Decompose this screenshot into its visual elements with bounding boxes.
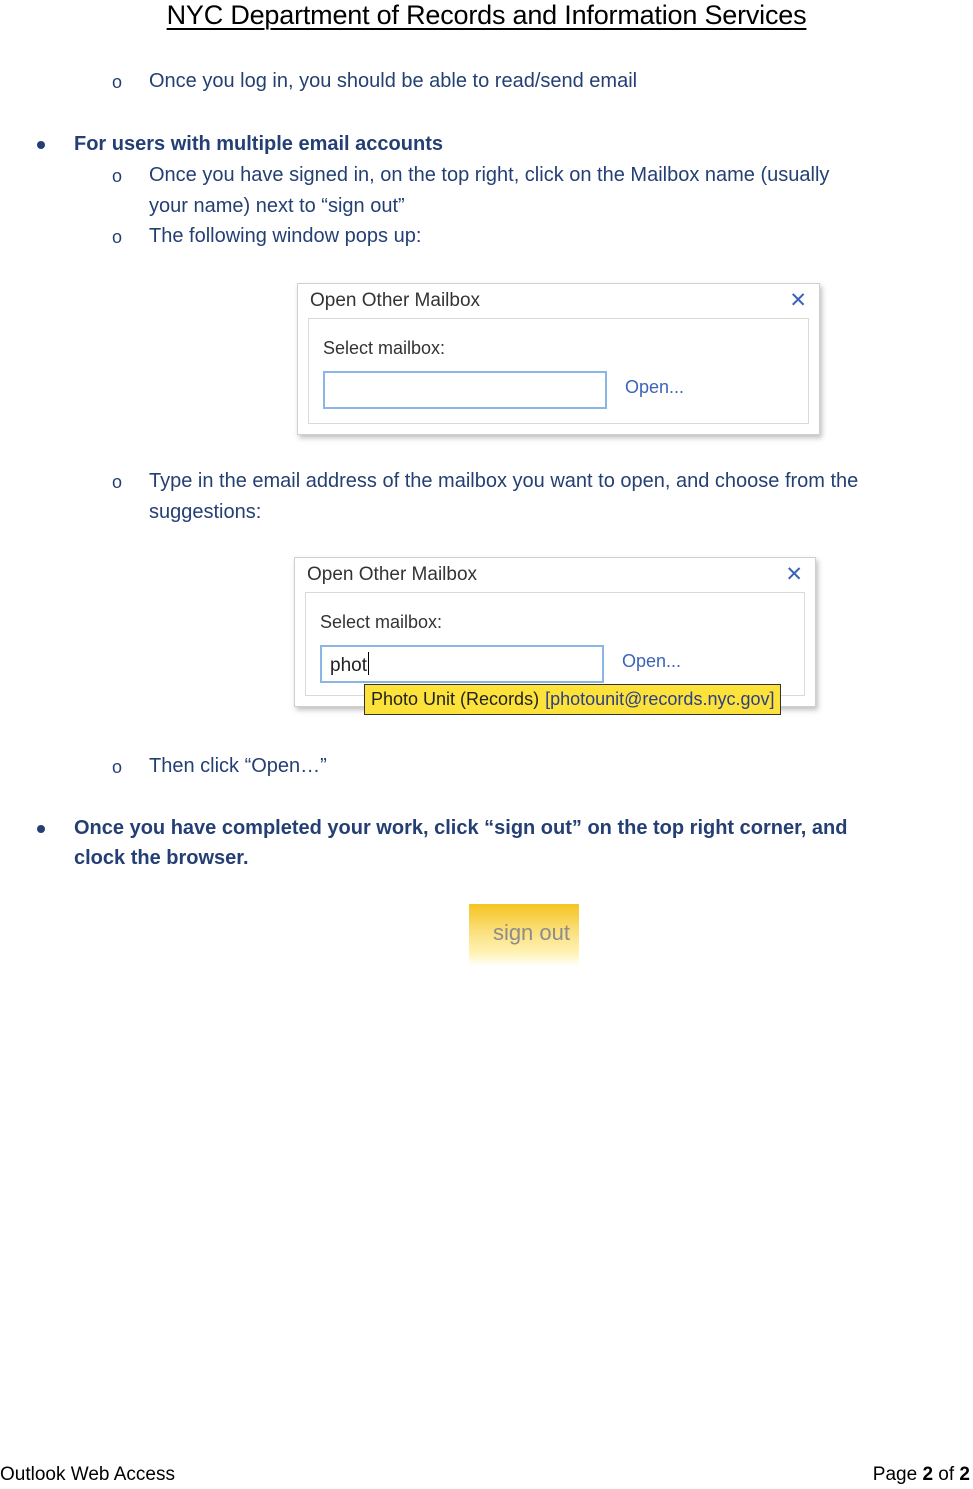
select-mailbox-label: Select mailbox:	[320, 612, 443, 632]
open-link[interactable]: Open...	[622, 651, 682, 671]
suggestion-address: [photounit@records.nyc.gov]	[545, 689, 775, 709]
instruction-read-send: Once you log in, you should be able to read/send email	[149, 70, 638, 92]
mailbox-input[interactable]	[323, 371, 607, 409]
open-link[interactable]: Open...	[625, 377, 685, 397]
suggestion-name: Photo Unit (Records)	[371, 689, 540, 709]
dialog-body	[308, 318, 809, 424]
select-mailbox-label: Select mailbox:	[323, 338, 446, 358]
close-icon[interactable]: ✕	[789, 289, 807, 312]
instruction-type-email-2: suggestions:	[149, 501, 262, 523]
page-number: Page 2 of 2	[872, 1464, 970, 1485]
dialog-body	[305, 592, 805, 696]
page-title: NYC Department of Records and Information Services	[166, 0, 807, 30]
mailbox-input[interactable]: phot	[320, 645, 604, 683]
bullet-marker	[37, 825, 45, 833]
instruction-window-pops: The following window pops up:	[149, 225, 422, 247]
dialog-title: Open Other Mailbox	[310, 290, 481, 311]
bullet-marker	[37, 141, 45, 149]
sub-bullet-marker: o	[112, 227, 123, 247]
sub-bullet-marker: o	[112, 72, 123, 92]
text-caret	[368, 652, 369, 675]
instruction-mailbox-name-1: Once you have signed in, on the top right, click on the Mailbox name (usually	[149, 164, 830, 186]
sub-bullet-marker: o	[112, 472, 123, 492]
instruction-type-email-1: Type in the email address of the mailbox you want to open, and choose from the	[149, 470, 859, 492]
sub-bullet-marker: o	[112, 757, 123, 777]
footer-title: Outlook Web Access	[0, 1464, 175, 1485]
dialog-title: Open Other Mailbox	[307, 564, 478, 585]
sign-out-button[interactable]: sign out	[469, 904, 579, 966]
heading-multiple-accounts: For users with multiple email accounts	[74, 133, 443, 155]
open-other-mailbox-dialog	[297, 283, 820, 435]
instruction-sign-out-2: clock the browser.	[74, 847, 249, 869]
instruction-mailbox-name-2: your name) next to “sign out”	[149, 195, 405, 217]
instruction-click-open: Then click “Open…”	[149, 755, 327, 777]
instruction-sign-out-1: Once you have completed your work, click “sign out” on the top right corner, and	[74, 817, 848, 839]
close-icon[interactable]: ✕	[785, 563, 803, 586]
sub-bullet-marker: o	[112, 166, 123, 186]
mailbox-suggestion[interactable]	[364, 684, 781, 715]
